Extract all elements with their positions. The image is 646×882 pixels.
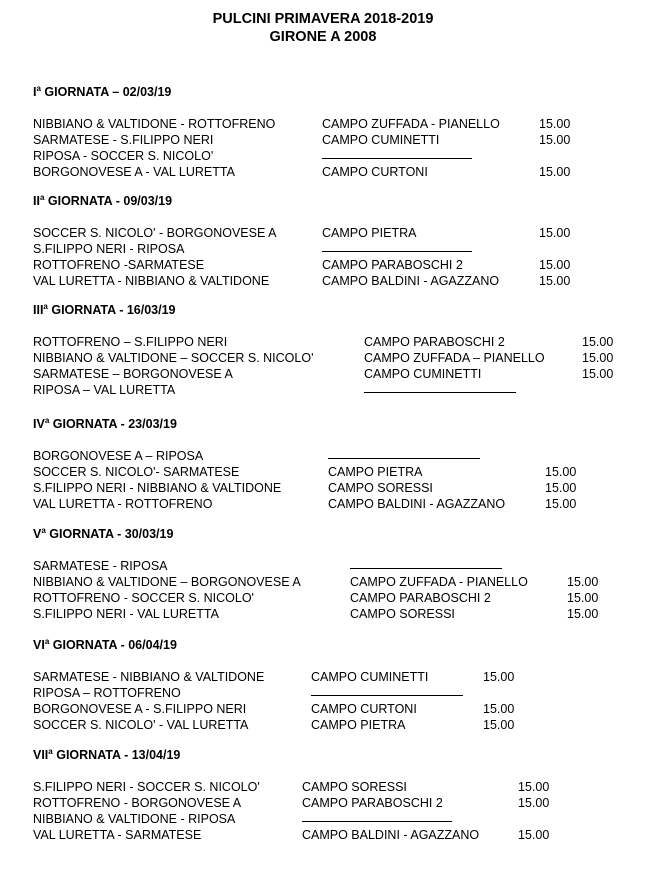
round-2 bbox=[0, 193, 646, 303]
match-venue: CAMPO CURTONI bbox=[322, 165, 428, 179]
match-teams: SOCCER S. NICOLO' - VAL LURETTA bbox=[33, 718, 249, 732]
match-teams: S.FILIPPO NERI - SOCCER S. NICOLO' bbox=[33, 780, 260, 794]
match-venue: CAMPO SORESSI bbox=[302, 780, 407, 794]
match-teams: NIBBIANO & VALTIDONE - RIPOSA bbox=[33, 812, 236, 826]
match-venue: CAMPO ZUFFADA – PIANELLO bbox=[364, 351, 545, 365]
match-venue: CAMPO ZUFFADA - PIANELLO bbox=[322, 117, 500, 131]
match-teams: RIPOSA – ROTTOFRENO bbox=[33, 686, 181, 700]
match-time: 15.00 bbox=[582, 335, 614, 349]
match-time: 15.00 bbox=[545, 481, 577, 495]
match-row bbox=[0, 701, 646, 717]
round-label: GIORNATA bbox=[49, 527, 114, 541]
round-5 bbox=[0, 526, 646, 636]
round-3 bbox=[0, 302, 646, 412]
round-4 bbox=[0, 416, 646, 526]
match-time: 15.00 bbox=[539, 226, 571, 240]
document-subtitle: GIRONE A 2008 bbox=[269, 29, 377, 45]
match-row bbox=[0, 795, 646, 811]
match-teams: VAL LURETTA - NIBBIANO & VALTIDONE bbox=[33, 274, 270, 288]
match-row bbox=[0, 606, 646, 622]
round-separator: - bbox=[117, 527, 122, 541]
round-ordinal-suffix: a bbox=[48, 747, 53, 756]
match-teams: SOCCER S. NICOLO' - BORGONOVESE A bbox=[33, 226, 277, 240]
match-venue: CAMPO BALDINI - AGAZZANO bbox=[328, 497, 506, 511]
match-time: 15.00 bbox=[518, 780, 550, 794]
round-1 bbox=[0, 84, 646, 194]
match-teams: NIBBIANO & VALTIDONE - ROTTOFRENO bbox=[33, 117, 276, 131]
match-row bbox=[0, 241, 646, 257]
round-numeral: VII bbox=[33, 748, 49, 762]
match-row bbox=[0, 116, 646, 132]
match-venue: CAMPO PIETRA bbox=[311, 718, 406, 732]
match-row bbox=[0, 496, 646, 512]
round-numeral: III bbox=[33, 303, 44, 317]
match-teams: NIBBIANO & VALTIDONE – SOCCER S. NICOLO' bbox=[33, 351, 314, 365]
match-row bbox=[0, 273, 646, 289]
match-row bbox=[0, 350, 646, 366]
round-numeral: I bbox=[33, 85, 37, 99]
round-heading bbox=[33, 84, 171, 100]
round-date: 16/03/19 bbox=[126, 303, 176, 317]
match-time: 15.00 bbox=[539, 258, 571, 272]
match-teams: SOCCER S. NICOLO'- SARMATESE bbox=[33, 465, 240, 479]
round-label: GIORNATA bbox=[44, 85, 109, 99]
match-row bbox=[0, 717, 646, 733]
match-teams: NIBBIANO & VALTIDONE – BORGONOVESE A bbox=[33, 575, 301, 589]
match-teams: ROTTOFRENO - BORGONOVESE A bbox=[33, 796, 242, 810]
match-teams: SARMATESE - NIBBIANO & VALTIDONE bbox=[33, 670, 265, 684]
round-date: 02/03/19 bbox=[122, 85, 172, 99]
round-heading bbox=[33, 526, 173, 542]
match-venue: CAMPO PARABOSCHI 2 bbox=[302, 796, 443, 810]
match-time: 15.00 bbox=[518, 828, 550, 842]
match-time: 15.00 bbox=[539, 117, 571, 131]
rest-placeholder-line bbox=[322, 251, 472, 252]
match-venue: CAMPO ZUFFADA - PIANELLO bbox=[350, 575, 528, 589]
match-teams: RIPOSA - SOCCER S. NICOLO' bbox=[33, 149, 214, 163]
match-time: 15.00 bbox=[545, 465, 577, 479]
match-row bbox=[0, 590, 646, 606]
match-row bbox=[0, 334, 646, 350]
match-venue: CAMPO BALDINI - AGAZZANO bbox=[322, 274, 500, 288]
match-teams: SARMATESE – BORGONOVESE A bbox=[33, 367, 233, 381]
match-teams: RIPOSA – VAL LURETTA bbox=[33, 383, 176, 397]
round-heading bbox=[33, 637, 177, 653]
round-separator: - bbox=[119, 303, 124, 317]
match-time: 15.00 bbox=[483, 702, 515, 716]
match-time: 15.00 bbox=[539, 133, 571, 147]
round-heading bbox=[33, 416, 177, 432]
round-label: GIORNATA bbox=[52, 417, 118, 431]
match-time: 15.00 bbox=[582, 351, 614, 365]
match-venue: CAMPO SORESSI bbox=[350, 607, 455, 621]
match-row bbox=[0, 464, 646, 480]
round-heading bbox=[33, 193, 172, 209]
match-venue: CAMPO PARABOSCHI 2 bbox=[322, 258, 463, 272]
match-teams: ROTTOFRENO -SARMATESE bbox=[33, 258, 205, 272]
match-venue: CAMPO CUMINETTI bbox=[322, 133, 440, 147]
round-label: GIORNATA bbox=[56, 748, 121, 762]
round-label: GIORNATA bbox=[47, 194, 113, 208]
match-teams: SARMATESE - RIPOSA bbox=[33, 559, 168, 573]
round-separator: - bbox=[124, 748, 129, 762]
rest-placeholder-line bbox=[350, 568, 502, 569]
match-time: 15.00 bbox=[545, 497, 577, 511]
match-teams: BORGONOVESE A - S.FILIPPO NERI bbox=[33, 702, 247, 716]
match-time: 15.00 bbox=[539, 165, 571, 179]
round-heading bbox=[33, 747, 180, 763]
match-row bbox=[0, 148, 646, 164]
round-ordinal-suffix: a bbox=[44, 416, 50, 425]
match-teams: ROTTOFRENO - SOCCER S. NICOLO' bbox=[33, 591, 254, 605]
round-date: 13/04/19 bbox=[131, 748, 181, 762]
round-ordinal-suffix: a bbox=[39, 193, 45, 202]
match-time: 15.00 bbox=[567, 575, 599, 589]
match-time: 15.00 bbox=[582, 367, 614, 381]
round-separator: – bbox=[112, 85, 120, 99]
match-row bbox=[0, 225, 646, 241]
match-row bbox=[0, 257, 646, 273]
match-time: 15.00 bbox=[518, 796, 550, 810]
round-ordinal-suffix: a bbox=[41, 526, 46, 535]
rest-placeholder-line bbox=[302, 821, 452, 822]
match-row bbox=[0, 779, 646, 795]
round-6 bbox=[0, 637, 646, 747]
round-numeral: VI bbox=[33, 638, 45, 652]
rest-placeholder-line bbox=[364, 392, 516, 393]
round-7 bbox=[0, 747, 646, 857]
match-venue: CAMPO CURTONI bbox=[311, 702, 417, 716]
match-teams: S.FILIPPO NERI - NIBBIANO & VALTIDONE bbox=[33, 481, 282, 495]
match-time: 15.00 bbox=[567, 607, 599, 621]
match-row bbox=[0, 811, 646, 827]
match-row bbox=[0, 132, 646, 148]
match-row bbox=[0, 827, 646, 843]
rest-placeholder-line bbox=[328, 458, 480, 459]
match-row bbox=[0, 448, 646, 464]
match-venue: CAMPO CUMINETTI bbox=[364, 367, 482, 381]
match-teams: BORGONOVESE A – RIPOSA bbox=[33, 449, 204, 463]
round-label: GIORNATA bbox=[52, 638, 118, 652]
match-teams: ROTTOFRENO – S.FILIPPO NERI bbox=[33, 335, 228, 349]
match-teams: S.FILIPPO NERI - RIPOSA bbox=[33, 242, 185, 256]
match-venue: CAMPO PIETRA bbox=[322, 226, 417, 240]
round-label: GIORNATA bbox=[51, 303, 116, 317]
match-teams: S.FILIPPO NERI - VAL LURETTA bbox=[33, 607, 219, 621]
round-numeral: IV bbox=[33, 417, 45, 431]
match-venue: CAMPO BALDINI - AGAZZANO bbox=[302, 828, 480, 842]
match-row bbox=[0, 382, 646, 398]
round-date: 23/03/19 bbox=[128, 417, 177, 431]
round-date: 09/03/19 bbox=[123, 194, 173, 208]
match-time: 15.00 bbox=[483, 670, 515, 684]
match-venue: CAMPO PARABOSCHI 2 bbox=[364, 335, 505, 349]
round-separator: - bbox=[120, 417, 125, 431]
match-teams: VAL LURETTA - SARMATESE bbox=[33, 828, 202, 842]
match-venue: CAMPO SORESSI bbox=[328, 481, 433, 495]
round-separator: - bbox=[115, 194, 120, 208]
match-time: 15.00 bbox=[483, 718, 515, 732]
round-date: 30/03/19 bbox=[124, 527, 174, 541]
match-teams: VAL LURETTA - ROTTOFRENO bbox=[33, 497, 213, 511]
round-numeral: V bbox=[33, 527, 42, 541]
match-row bbox=[0, 685, 646, 701]
rest-placeholder-line bbox=[311, 695, 463, 696]
round-ordinal-suffix: a bbox=[36, 84, 41, 93]
round-ordinal-suffix: a bbox=[44, 637, 50, 646]
round-date: 06/04/19 bbox=[128, 638, 177, 652]
round-heading bbox=[33, 302, 176, 318]
match-time: 15.00 bbox=[567, 591, 599, 605]
round-ordinal-suffix: a bbox=[43, 302, 48, 311]
match-row bbox=[0, 558, 646, 574]
document-title: PULCINI PRIMAVERA 2018-2019 bbox=[212, 11, 434, 27]
match-row bbox=[0, 669, 646, 685]
match-teams: BORGONOVESE A - VAL LURETTA bbox=[33, 165, 235, 179]
round-numeral: II bbox=[33, 194, 40, 208]
match-row bbox=[0, 574, 646, 590]
match-venue: CAMPO PARABOSCHI 2 bbox=[350, 591, 491, 605]
match-row bbox=[0, 164, 646, 180]
match-row bbox=[0, 480, 646, 496]
match-time: 15.00 bbox=[539, 274, 571, 288]
match-row bbox=[0, 366, 646, 382]
round-separator: - bbox=[120, 638, 125, 652]
match-venue: CAMPO CUMINETTI bbox=[311, 670, 429, 684]
match-venue: CAMPO PIETRA bbox=[328, 465, 423, 479]
rest-placeholder-line bbox=[322, 158, 472, 159]
match-teams: SARMATESE - S.FILIPPO NERI bbox=[33, 133, 214, 147]
